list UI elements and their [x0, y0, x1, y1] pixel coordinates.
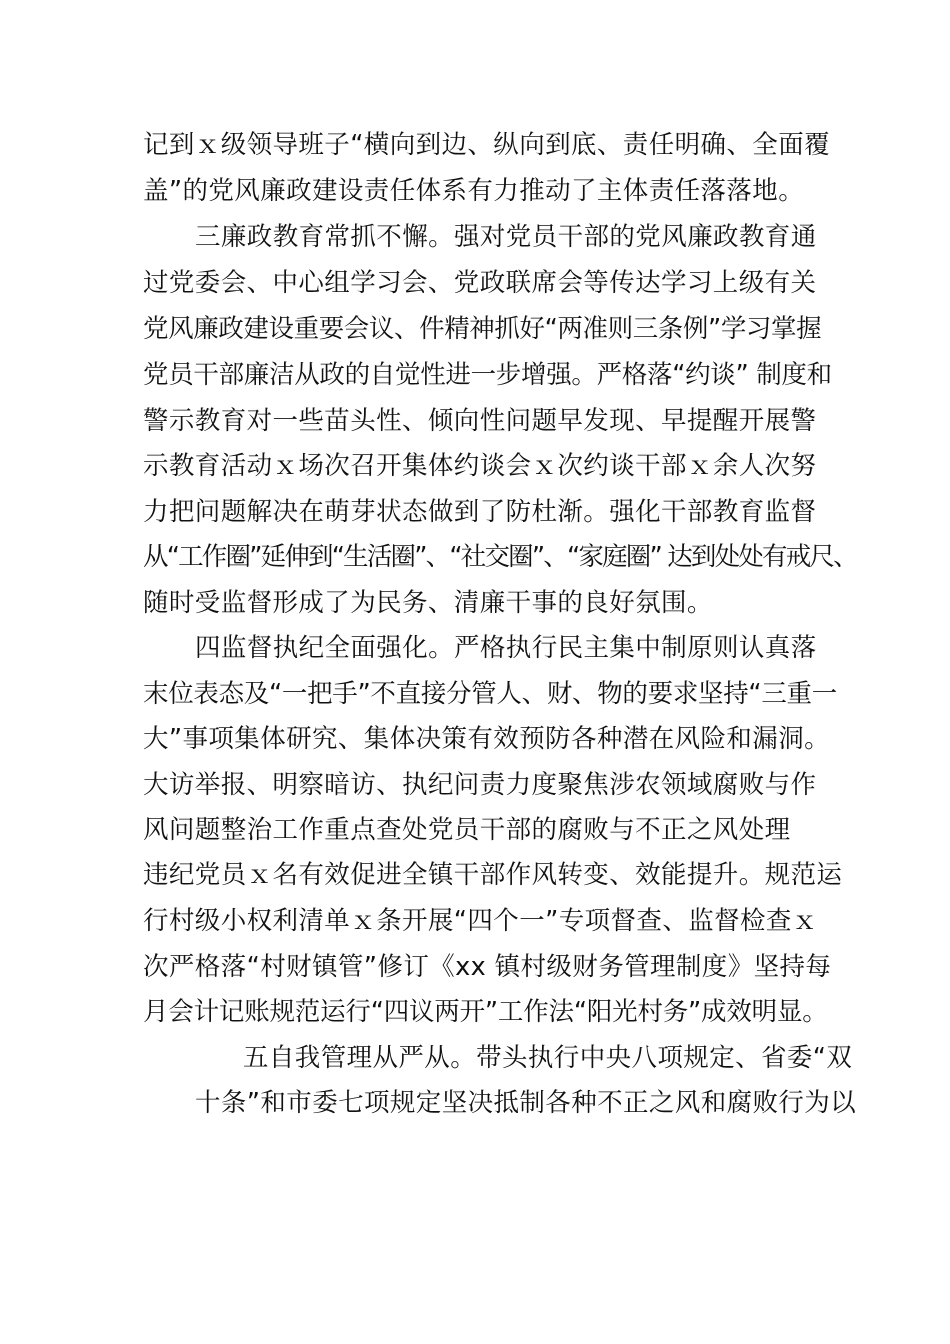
text-line: 从“工作圈”延伸到“生活圈”、“社交圈”、“家庭圈” 达到处处有戒尺、	[143, 542, 857, 572]
text-line: 大访举报、明察暗访、执纪问责力度聚焦涉农领域腐败与作	[143, 770, 817, 800]
text-line: 示教育活动ｘ场次召开集体约谈会ｘ次约谈干部ｘ余人次努	[143, 451, 817, 481]
text-line: 随时受监督形成了为民务、清廉干事的良好氛围。	[143, 588, 713, 618]
paragraph-heading-line: 五自我管理从严从。带头执行中央八项规定、省委“双	[243, 1043, 853, 1073]
text-line: 党风廉政建设重要会议、件精神抓好“两准则三条例”学习掌握	[143, 314, 822, 344]
text-line: 行村级小权利清单ｘ条开展“四个一”专项督查、监督检查ｘ	[143, 906, 818, 936]
paragraph-heading-line: 四监督执纪全面强化。严格执行民主集中制原则认真落	[195, 633, 817, 663]
text-line: 风问题整治工作重点查处党员干部的腐败与不正之风处理	[143, 815, 791, 845]
text-line: 大”事项集体研究、集体决策有效预防各种潜在风险和漏洞。	[143, 724, 831, 754]
text-line: 警示教育对一些苗头性、倾向性问题早发现、早提醒开展警	[143, 406, 817, 436]
text-line: 次严格落“村财镇管”修订《xx 镇村级财务管理制度》坚持每	[143, 952, 832, 982]
text-line: 末位表态及“一把手”不直接分管人、财、物的要求坚持“三重一	[143, 679, 837, 709]
text-line: 十条”和市委七项规定坚决抵制各种不正之风和腐败行为以	[195, 1088, 857, 1118]
text-line: 记到ｘ级领导班子“横向到边、纵向到底、责任明确、全面覆	[143, 130, 831, 160]
text-line: 违纪党员ｘ名有效促进全镇干部作风转变、效能提升。规范运	[143, 860, 843, 890]
text-line: 力把问题解决在萌芽状态做到了防杜渐。强化干部教育监督	[143, 497, 817, 527]
text-line: 月会计记账规范运行“四议两开”工作法“阳光村务”成效明显。	[143, 997, 828, 1027]
paragraph-heading-line: 三廉政教育常抓不懈。强对党员干部的党风廉政教育通	[195, 222, 817, 252]
text-line: 盖”的党风廉政建设责任体系有力推动了主体责任落落地。	[143, 176, 805, 206]
text-line: 党员干部廉洁从政的自觉性进一步增强。严格落“约谈” 制度和	[143, 360, 832, 390]
text-line: 过党委会、中心组学习会、党政联席会等传达学习上级有关	[143, 268, 817, 298]
